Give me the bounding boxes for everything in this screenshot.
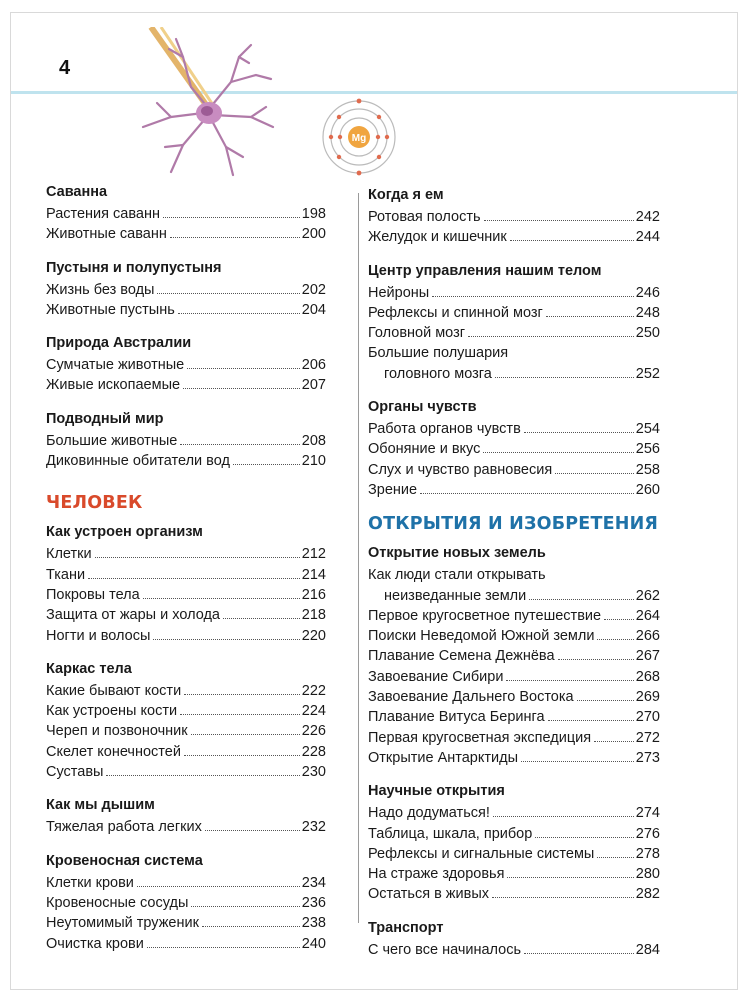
toc-entry[interactable] <box>46 893 326 913</box>
toc-section <box>368 398 660 500</box>
toc-entry-page: 244 <box>635 229 660 246</box>
toc-entry[interactable] <box>46 451 326 471</box>
section-title: Пустыня и полупустыня <box>46 259 222 276</box>
dot-leader <box>147 947 300 948</box>
toc-entry-page: 274 <box>635 805 660 822</box>
toc-entry[interactable] <box>368 884 660 904</box>
toc-entry-label: Нейроны <box>368 284 430 301</box>
toc-entry[interactable] <box>46 681 326 701</box>
toc-section <box>46 852 326 954</box>
toc-entry[interactable] <box>46 913 326 933</box>
section-title: Подводный мир <box>46 410 164 427</box>
dot-leader <box>495 377 634 378</box>
toc-entry-page: 204 <box>301 301 326 318</box>
toc-entry[interactable] <box>46 375 326 395</box>
section-title: Научные открытия <box>368 783 505 800</box>
toc-entry[interactable] <box>368 480 660 500</box>
toc-entry[interactable] <box>368 844 660 864</box>
toc-entry-page: 260 <box>635 481 660 498</box>
dot-leader <box>205 830 300 831</box>
toc-entry-page: 262 <box>635 587 660 604</box>
dot-leader <box>577 700 634 701</box>
toc-entry-page: 264 <box>635 607 660 624</box>
toc-entry-label: Как люди стали открывать <box>368 567 546 584</box>
dot-leader <box>432 296 634 297</box>
toc-section <box>46 183 326 245</box>
dot-leader <box>492 897 634 898</box>
dot-leader <box>555 473 634 474</box>
toc-entry-page: 284 <box>635 941 660 958</box>
toc-entry-label: Животные пустынь <box>46 301 175 318</box>
toc-entry[interactable] <box>46 585 326 605</box>
section-title: Каркас тела <box>46 660 132 677</box>
toc-entry-page: 282 <box>635 886 660 903</box>
toc-entry-label: Надо додуматься! <box>368 805 490 822</box>
toc-entry-label: Какие бывают кости <box>46 682 182 699</box>
page-number: 4 <box>59 57 71 79</box>
dot-leader <box>137 886 300 887</box>
toc-entry-page: 258 <box>635 461 660 478</box>
toc-entry-page: 273 <box>635 749 660 766</box>
toc-entry-page: 222 <box>301 682 326 699</box>
toc-entry[interactable] <box>368 687 660 707</box>
dot-leader <box>233 464 300 465</box>
toc-entry-label: Завоевание Сибири <box>368 668 504 685</box>
toc-entry-page: 224 <box>301 703 326 720</box>
toc-entry-label: Открытие Антарктиды <box>368 749 518 766</box>
dot-leader <box>493 816 634 817</box>
magnesium-atom-icon <box>319 97 399 177</box>
dot-leader <box>106 775 299 776</box>
toc-entry-page: 208 <box>301 432 326 449</box>
toc-entry-page: 242 <box>635 209 660 225</box>
toc-right-column <box>368 186 660 974</box>
dot-leader <box>163 217 300 218</box>
toc-entry-page: 272 <box>635 729 660 746</box>
dot-leader <box>484 220 634 221</box>
dot-leader <box>529 599 634 600</box>
dot-leader <box>184 755 300 756</box>
toc-entry-page: 210 <box>301 453 326 470</box>
dot-leader <box>191 734 300 735</box>
toc-entry-page: 212 <box>301 546 326 563</box>
chapter-heading-human: ЧЕЛОВЕК <box>46 493 143 514</box>
toc-entry-label: Сумчатые животные <box>46 357 185 374</box>
toc-entry[interactable] <box>368 748 660 768</box>
toc-entry-label: Клетки <box>46 546 92 563</box>
toc-section <box>46 796 326 837</box>
section-title: Органы чувств <box>368 399 477 416</box>
toc-entry-page: 232 <box>301 819 326 836</box>
toc-entry-label: Неутомимый труженик <box>46 915 199 932</box>
section-title: Природа Австралии <box>46 335 192 352</box>
toc-entry-label: Ткани <box>46 566 86 583</box>
section-title: Транспорт <box>368 919 444 936</box>
toc-entry-label: Кровеносные сосуды <box>46 894 189 911</box>
dot-leader <box>510 240 634 241</box>
toc-entry-label: Плавание Семена Дежнёва <box>368 648 555 665</box>
dot-leader <box>95 557 300 558</box>
toc-entry-label: Большие животные <box>46 432 178 449</box>
toc-section <box>46 410 326 472</box>
toc-entry-label: Клетки крови <box>46 874 134 891</box>
toc-entry-label: Растения саванн <box>46 206 160 222</box>
toc-entry-page: 238 <box>301 915 326 932</box>
toc-entry-page: 214 <box>301 566 326 583</box>
toc-entry-page: 270 <box>635 709 660 726</box>
toc-entry-label: Рефлексы и спинной мозг <box>368 304 543 321</box>
dot-leader <box>178 313 300 314</box>
dot-leader <box>184 694 300 695</box>
toc-section <box>368 544 660 768</box>
toc-entry[interactable] <box>368 803 660 823</box>
toc-entry-label: Скелет конечностей <box>46 743 181 760</box>
toc-entry[interactable] <box>368 646 660 666</box>
toc-entry[interactable] <box>46 204 326 224</box>
chapter-heading-discoveries: ОТКРЫТИЯ И ИЗОБРЕТЕНИЯ <box>368 514 659 535</box>
toc-entry[interactable] <box>46 431 326 451</box>
toc-entry[interactable] <box>46 934 326 954</box>
toc-entry[interactable] <box>368 824 660 844</box>
toc-entry-label: Первая кругосветная экспедиция <box>368 729 592 746</box>
toc-entry[interactable] <box>368 940 660 960</box>
toc-entry-label: Плавание Витуса Беринга <box>368 709 545 726</box>
dot-leader <box>546 316 634 317</box>
toc-entry[interactable] <box>368 323 660 343</box>
toc-entry-label: Череп и позвоночник <box>46 723 188 740</box>
section-title: Как мы дышим <box>46 797 155 814</box>
toc-entry-page: 202 <box>301 281 326 298</box>
toc-entry[interactable] <box>46 355 326 375</box>
toc-entry-label: На страже здоровья <box>368 866 505 883</box>
toc-entry-label: Завоевание Дальнего Востока <box>368 689 574 706</box>
dot-leader <box>180 444 299 445</box>
toc-entry[interactable] <box>368 303 660 323</box>
toc-entry[interactable] <box>46 605 326 625</box>
toc-entry[interactable] <box>368 227 660 247</box>
toc-entry-label: Поиски Неведомой Южной земли <box>368 628 595 645</box>
toc-entry-label: Большие полушария <box>368 345 509 362</box>
dot-leader <box>180 714 300 715</box>
toc-section <box>46 259 326 321</box>
toc-entry-label: Тяжелая работа легких <box>46 819 202 836</box>
dot-leader <box>535 837 633 838</box>
toc-section <box>46 523 326 645</box>
toc-entry-page: 236 <box>301 894 326 911</box>
column-divider <box>358 193 359 923</box>
dot-leader <box>170 237 300 238</box>
dot-leader <box>548 720 634 721</box>
toc-entry[interactable] <box>368 565 660 606</box>
toc-entry-label: Рефлексы и сигнальные системы <box>368 845 595 862</box>
toc-entry-label: головного мозга <box>384 365 492 382</box>
dot-leader <box>157 293 299 294</box>
toc-entry[interactable] <box>46 701 326 721</box>
section-title: Как устроен организм <box>46 524 203 541</box>
toc-entry-page: 248 <box>635 304 660 321</box>
toc-entry-page: 276 <box>635 825 660 842</box>
section-title: Саванна <box>46 184 108 200</box>
toc-entry[interactable] <box>368 439 660 459</box>
dot-leader <box>153 639 299 640</box>
toc-entry-page: 268 <box>635 668 660 685</box>
toc-entry[interactable] <box>46 817 326 837</box>
toc-entry-page: 252 <box>635 365 660 382</box>
toc-entry-page: 216 <box>301 586 326 603</box>
toc-entry[interactable] <box>368 207 660 227</box>
toc-entry-page: 278 <box>635 845 660 862</box>
atom-symbol: Mg <box>351 133 367 144</box>
dot-leader <box>483 452 633 453</box>
section-title: Открытие новых земель <box>368 545 546 562</box>
toc-entry-label: С чего все начиналось <box>368 941 522 958</box>
toc-entry-page: 198 <box>301 206 326 222</box>
dot-leader <box>191 906 299 907</box>
toc-entry[interactable] <box>368 460 660 480</box>
dot-leader <box>143 598 300 599</box>
toc-entry[interactable] <box>46 280 326 300</box>
dot-leader <box>524 953 634 954</box>
toc-entry-page: 267 <box>635 648 660 665</box>
toc-entry-label: Суставы <box>46 764 104 781</box>
toc-entry[interactable] <box>46 742 326 762</box>
toc-section <box>46 334 326 396</box>
dot-leader <box>558 659 634 660</box>
toc-entry-label: Живые ископаемые <box>46 377 181 394</box>
toc-entry[interactable] <box>368 343 660 384</box>
toc-entry-label: Остаться в живых <box>368 886 489 903</box>
dot-leader <box>183 388 300 389</box>
toc-entry-page: 254 <box>635 421 660 438</box>
toc-entry[interactable] <box>46 626 326 646</box>
toc-section <box>368 262 660 384</box>
toc-entry[interactable] <box>368 728 660 748</box>
toc-entry-page: 240 <box>301 935 326 952</box>
toc-entry-page: 234 <box>301 874 326 891</box>
toc-entry[interactable] <box>368 707 660 727</box>
toc-entry-page: 220 <box>301 627 326 644</box>
toc-entry-page: 207 <box>301 377 326 394</box>
toc-entry[interactable] <box>46 224 326 244</box>
toc-entry[interactable] <box>368 283 660 303</box>
toc-entry-label: Работа органов чувств <box>368 421 521 438</box>
toc-left-column <box>46 183 326 968</box>
dot-leader <box>594 741 634 742</box>
toc-entry[interactable] <box>368 626 660 646</box>
dot-leader <box>524 432 634 433</box>
toc-entry-page: 230 <box>301 764 326 781</box>
neuron-illustration <box>121 27 291 187</box>
toc-entry-label: Жизнь без воды <box>46 281 155 298</box>
toc-entry-page: 266 <box>635 628 660 645</box>
toc-entry-label: Первое кругосветное путешествие <box>368 607 602 624</box>
toc-entry-label: Таблица, шкала, прибор <box>368 825 533 842</box>
dot-leader <box>88 578 300 579</box>
toc-entry-page: 246 <box>635 284 660 301</box>
dot-leader <box>420 493 634 494</box>
toc-entry-label: Покровы тела <box>46 586 140 603</box>
toc-entry-label: Защита от жары и холода <box>46 607 220 624</box>
toc-entry-page: 228 <box>301 743 326 760</box>
toc-entry[interactable] <box>46 762 326 782</box>
toc-entry-page: 256 <box>635 441 660 458</box>
toc-entry-page: 280 <box>635 866 660 883</box>
toc-entry-page: 200 <box>301 226 326 243</box>
toc-entry[interactable] <box>368 864 660 884</box>
toc-entry[interactable] <box>368 419 660 439</box>
toc-entry-label: Ротовая полость <box>368 209 481 225</box>
toc-entry[interactable] <box>46 721 326 741</box>
toc-entry[interactable] <box>46 544 326 564</box>
toc-entry-label: Слух и чувство равновесия <box>368 461 553 478</box>
section-title: Кровеносная система <box>46 852 203 869</box>
toc-entry-label: Очистка крови <box>46 935 144 952</box>
dot-leader <box>202 926 300 927</box>
toc-entry-label: Зрение <box>368 481 418 498</box>
toc-entry[interactable] <box>46 565 326 585</box>
toc-entry[interactable] <box>368 667 660 687</box>
toc-entry-label: Ногти и волосы <box>46 627 151 644</box>
dot-leader <box>468 336 634 337</box>
dot-leader <box>506 680 633 681</box>
dot-leader <box>521 761 634 762</box>
toc-entry-label: Желудок и кишечник <box>368 229 507 246</box>
toc-entry-page: 206 <box>301 357 326 374</box>
section-title: Центр управления нашим телом <box>368 262 602 279</box>
dot-leader <box>604 619 634 620</box>
toc-entry-label: Обоняние и вкус <box>368 441 481 458</box>
toc-section <box>368 919 660 960</box>
toc-section <box>368 186 660 248</box>
toc-entry-page: 226 <box>301 723 326 740</box>
section-title: Когда я ем <box>368 187 444 203</box>
toc-entry-label: неизведанные земли <box>384 587 527 604</box>
toc-entry-label: Диковинные обитатели вод <box>46 453 230 470</box>
toc-entry-page: 218 <box>301 607 326 624</box>
toc-entry-label: Животные саванн <box>46 226 167 243</box>
toc-section <box>368 782 660 904</box>
toc-entry[interactable] <box>46 300 326 320</box>
toc-entry[interactable] <box>368 606 660 626</box>
toc-section <box>46 660 326 782</box>
dot-leader <box>187 368 300 369</box>
dot-leader <box>507 877 633 878</box>
toc-entry-page: 250 <box>635 325 660 342</box>
toc-entry-page: 269 <box>635 689 660 706</box>
dot-leader <box>597 857 633 858</box>
toc-entry-label: Головной мозг <box>368 325 466 342</box>
toc-entry[interactable] <box>46 873 326 893</box>
toc-entry-label: Как устроены кости <box>46 703 178 720</box>
dot-leader <box>223 618 300 619</box>
dot-leader <box>597 639 633 640</box>
